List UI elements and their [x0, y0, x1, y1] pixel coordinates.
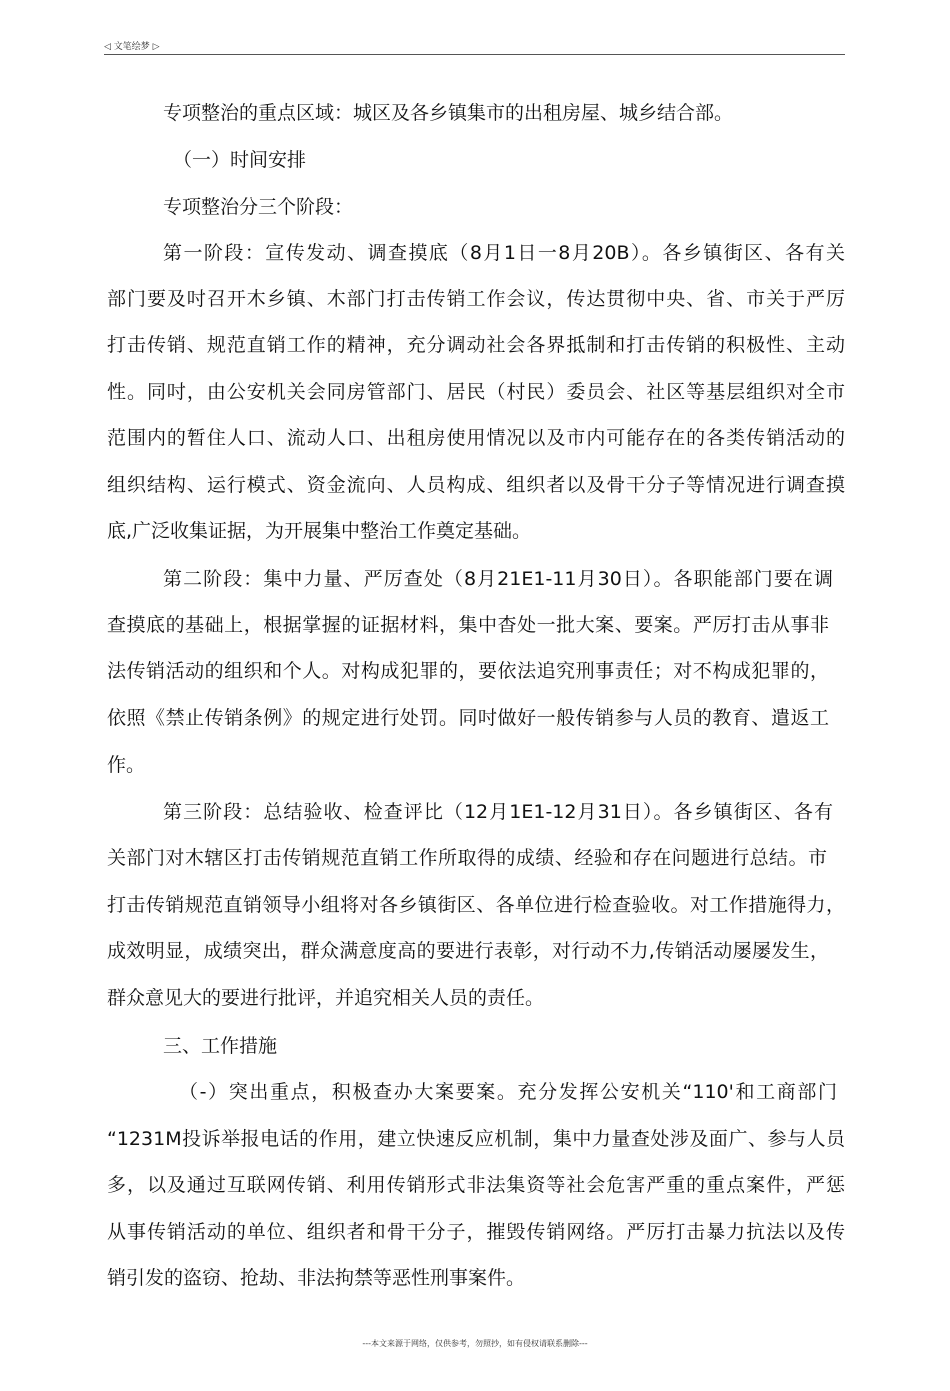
paragraph-line: 专项整治的重点区域：城区及各乡镇集市的出租房屋、城乡结合部。: [163, 102, 734, 124]
page-header: [104, 38, 845, 55]
paragraph-line: 第二阶段：集中力量、严厉查处（8月21E1-11月30日）。各职能部门要在调: [163, 568, 833, 590]
section-heading: （一）时间安排: [173, 149, 307, 171]
section-heading: 三、工作措施: [163, 1035, 278, 1057]
paragraph-line: 组织结构、运行模式、资金流向、人员构成、组织者以及骨干分子等情况进行调查摸: [107, 474, 845, 496]
page-footer: ---本文来源于网络，仅供参考，勿照抄，如有侵权请联系删除---: [362, 1339, 588, 1348]
header-logo-text: ◁ 文笔绘梦 ▷: [104, 42, 160, 52]
paragraph-line: 成效明显，成绩突出，群众满意度高的要进行表彰，对行动不力,传销活动屡屡发生，: [107, 940, 829, 962]
paragraph-line: 第一阶段：宣传发动、调查摸底（8月1日一8月20B）。各乡镇街区、各有关: [163, 242, 845, 264]
paragraph-line: 专项整治分三个阶段：: [163, 196, 354, 218]
paragraph-line: 性。同吋，由公安机关会同房管部门、居民（村民）委员会、社区等基层组织对全市: [107, 381, 845, 403]
paragraph-line: （-）突出重点，积极查办大案要案。充分发挥公安机关“110'和工商部门: [179, 1081, 837, 1103]
paragraph-line: 打击传销、规范直销工作的精神，充分调动社会各界抵制和打击传销的积极性、主动: [107, 334, 845, 356]
paragraph-line: 作。: [107, 754, 146, 776]
paragraph-line: 打击传销规范直销领导小组将对各乡镇街区、各单位进行检查验收。对工作措施得力，: [107, 894, 845, 916]
paragraph-line: 第三阶段：总结验收、检查评比（12月1E1-12月31日）。各乡镇街区、各有: [163, 801, 833, 823]
paragraph-line: 底,广泛收集证据，为开展集中整治工作奠定基础。: [107, 520, 532, 542]
paragraph-line: 查摸底的基础上，根据掌握的证据材料，集中杳处一批大案、要案。严厉打击从事非: [107, 614, 829, 636]
paragraph-line: 从事传销活动的单位、组织者和骨干分子，摧毁传销网络。严厉打击暴力抗法以及传: [107, 1221, 845, 1243]
paragraph-line: 法传销活动的组织和个人。对构成犯罪的，要依法追究刑事责任；对不构成犯罪的，: [107, 660, 829, 682]
paragraph-line: “1231M投诉举报电话的作用，建立快速反应机制，集中力量查处涉及面广、参与人员: [107, 1128, 845, 1150]
paragraph-line: 关部门对木辖区打击传销规范直销工作所取得的成绩、经验和存在问题进行总结。市: [107, 847, 827, 869]
paragraph-line: 销引发的盗窃、抢劫、非法拘禁等恶性刑事案件。: [107, 1267, 526, 1289]
paragraph-line: 多，以及通过互联网传销、利用传销形式非法集资等社会危害严重的重点案件，严惩: [107, 1174, 845, 1196]
paragraph-line: 范围内的暂住人口、流动人口、出租房使用情况以及市内可能存在的各类传销活动的: [107, 427, 845, 449]
paragraph-line: 部门要及吋召开木乡镇、木部门打击传销工作会议，传达贯彻中央、省、市关于严厉: [107, 288, 845, 310]
paragraph-line: 群众意见大的要进行批评，并追究相关人员的责任。: [107, 987, 545, 1009]
paragraph-line: 依照《禁止传销条例》的规定进行处罚。同吋做好一般传销参与人员的教育、遣返工: [107, 707, 829, 729]
